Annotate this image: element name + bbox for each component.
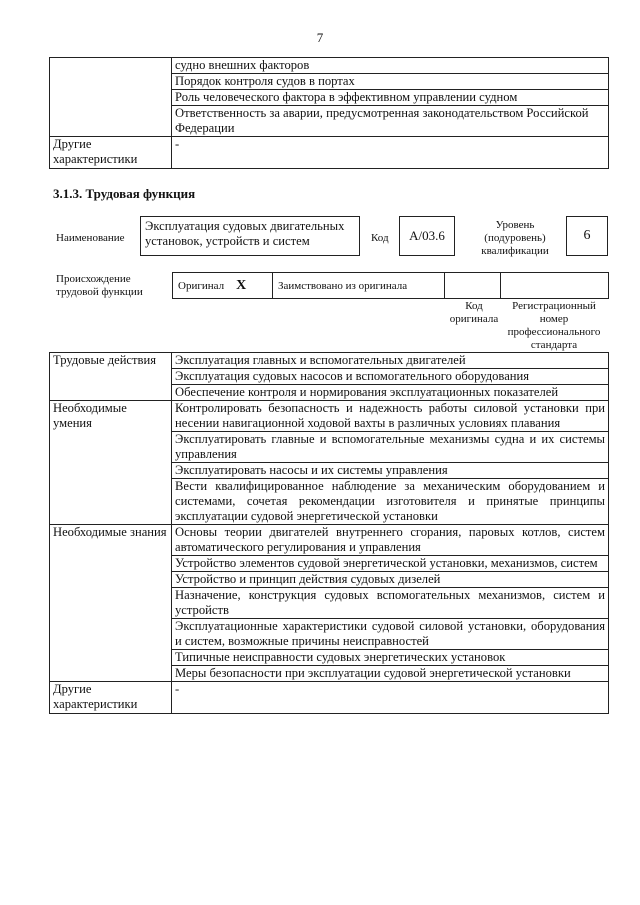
table-cell: Типичные неисправности судовых энергетических установок bbox=[172, 650, 609, 666]
table-cell: Эксплуатационные характеристики судовой силовой установки, оборудования и систем, возможные причины неисправностей bbox=[172, 619, 609, 650]
origin-code-cell bbox=[445, 273, 501, 299]
table-cell: Роль человеческого фактора в эффективном управлении судном bbox=[172, 90, 609, 106]
table-row bbox=[173, 273, 609, 299]
row-label: Другие характеристики bbox=[50, 682, 172, 714]
table-cell: судно внешних факторов bbox=[172, 58, 609, 74]
name-label: Наименование bbox=[56, 232, 125, 244]
table-row bbox=[50, 401, 609, 432]
table-cell: Ответственность за аварии, предусмотренная законодательством Российской Федерации bbox=[172, 106, 609, 137]
level-label: Уровень (подуровень) квалификации bbox=[481, 219, 549, 257]
row-label: Необходимые умения bbox=[50, 401, 172, 525]
table-cell: Эксплуатация главных и вспомогательных двигателей bbox=[172, 353, 609, 369]
table-cell: Порядок контроля судов в портах bbox=[172, 74, 609, 90]
origin-original-cell bbox=[173, 273, 273, 299]
origin-table bbox=[172, 272, 609, 299]
page-number: 7 bbox=[316, 30, 324, 45]
row-label bbox=[50, 58, 172, 137]
table-row bbox=[50, 525, 609, 556]
name-value-box: Эксплуатация судовых двигательных установок, устройств и систем bbox=[140, 216, 360, 256]
origin-borrowed-cell: Заимствовано из оригинала bbox=[273, 273, 445, 299]
table-cell: - bbox=[172, 682, 609, 714]
level-value-box: 6 bbox=[566, 216, 608, 256]
top-table bbox=[49, 57, 609, 169]
table-row bbox=[50, 353, 609, 369]
table-cell: - bbox=[172, 137, 609, 169]
table-cell: Назначение, конструкция судовых вспомогательных механизмов, систем и устройств bbox=[172, 588, 609, 619]
table-row bbox=[50, 137, 609, 169]
table-cell: Устройство элементов судовой энергетической установки, механизмов, систем bbox=[172, 556, 609, 572]
origin-reg-cell bbox=[501, 273, 609, 299]
origin-mark: X bbox=[236, 277, 247, 293]
table-row bbox=[50, 58, 609, 74]
table-cell: Меры безопасности при эксплуатации судовой энергетической установки bbox=[172, 666, 609, 682]
section-heading: 3.1.3. Трудовая функция bbox=[53, 186, 196, 201]
table-cell: Вести квалифицированное наблюдение за механическим оборудованием и системами, сочетая рекомендации изготовителя и принятые принципы эксплуатации судовой энергетической установки bbox=[172, 479, 609, 525]
table-cell: Устройство и принцип действия судовых дизелей bbox=[172, 572, 609, 588]
table-cell: Основы теории двигателей внутреннего сгорания, паровых котлов, систем автоматического регулирования и управления bbox=[172, 525, 609, 556]
main-table bbox=[49, 352, 609, 714]
table-cell: Обеспечение контроля и нормирования эксплуатационных показателей bbox=[172, 385, 609, 401]
code-label: Код bbox=[371, 232, 389, 244]
origin-label: Происхождение трудовой функции bbox=[56, 273, 143, 298]
table-row bbox=[50, 682, 609, 714]
row-label: Другие характеристики bbox=[50, 137, 172, 169]
table-cell: Эксплуатировать насосы и их системы управления bbox=[172, 463, 609, 479]
row-label: Трудовые действия bbox=[50, 353, 172, 401]
code-value-box: A/03.6 bbox=[399, 216, 455, 256]
table-cell: Эксплуатировать главные и вспомогательные механизмы судна и их системы управления bbox=[172, 432, 609, 463]
origin-original-label: Оригинал bbox=[178, 279, 225, 292]
row-label: Необходимые знания bbox=[50, 525, 172, 682]
origin-reg-caption: Регистрационный номер профессионального стандарта bbox=[507, 300, 601, 351]
table-cell: Контролировать безопасность и надежность работы силовой установки при несении навигационной ходовой вахты в различных условиях плавания bbox=[172, 401, 609, 432]
origin-code-caption: Код оригинала bbox=[449, 300, 499, 325]
table-cell: Эксплуатация судовых насосов и вспомогательного оборудования bbox=[172, 369, 609, 385]
